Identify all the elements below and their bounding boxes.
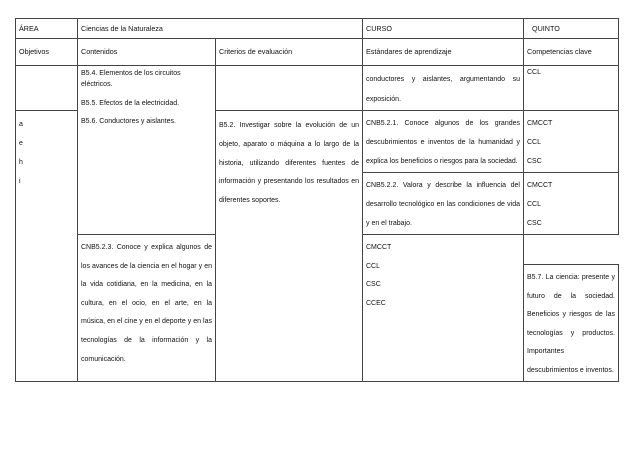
estandar-cell-2: [363, 173, 524, 235]
competencia-1-2: CSC: [527, 157, 542, 165]
competencia-3-3: CCEC: [366, 299, 386, 307]
column-header-contenidos: Contenidos: [78, 39, 216, 66]
estandar-text-3: CNB5.2.3. Conoce y explica algunos de los avances de la ciencia en el hogar y en la vida cotidiana, en la medicina, en la cultura, en el ocio, en el arte, en la música, en el cine y en el deporte y en las tecnologías de la información y la comunicación.: [81, 244, 212, 363]
competencias-cell-0: [524, 66, 619, 111]
curriculum-table: [15, 18, 619, 382]
competencia-2-0: CMCCT: [527, 182, 553, 189]
competencia-2-2: CSC: [527, 219, 542, 227]
competencias-cell-2: [524, 173, 619, 235]
estandar-cell-3: [78, 235, 216, 382]
curso-value: QUINTO: [524, 19, 619, 39]
contenido-b57: B5.7. La ciencia: presente y futuro de la sociedad. Beneficios y riesgos de las tecnologías y productos. Importantes descubrimientos e inventos.: [527, 274, 615, 374]
estandar-text-0: conductores y aislantes, argumentando su exposición.: [366, 76, 520, 103]
objetivos-cell-top: [16, 66, 78, 111]
column-header-competencias: Competencias clave: [524, 39, 619, 66]
competencia-3-2: CSC: [366, 281, 381, 289]
column-header-criterios: Criterios de evaluación: [216, 39, 363, 66]
contenido-b54: B5.4. Elementos de los circuitos eléctricos.: [81, 70, 181, 88]
competencia-3-0: CMCCT: [366, 244, 392, 251]
competencia-1-1: CCL: [527, 138, 542, 146]
competencia-1-0: CMCCT: [527, 120, 553, 127]
contenido-b56: B5.6. Conductores y aislantes.: [81, 118, 176, 126]
objetivo-e: e: [19, 140, 23, 147]
estandar-cell-1: [363, 111, 524, 173]
competencia-2-1: CCL: [527, 200, 542, 208]
column-header-objetivos: Objetivos: [16, 39, 78, 66]
contenido-b55: B5.5. Efectos de la electricidad.: [81, 99, 180, 107]
competencias-cell-1: [524, 111, 619, 173]
estandar-text-1: CNB5.2.1. Conoce algunos de los grandes descubrimientos e inventos de la humanidad y explica los beneficios o riesgos para la sociedad.: [366, 120, 520, 165]
estandar-text-2: CNB5.2.2. Valora y describe la influencia del desarrollo tecnológico en las condiciones de vida y en el trabajo.: [366, 182, 520, 227]
competencias-cell-3: [363, 235, 524, 382]
estandar-cell-0: [363, 66, 524, 111]
contenidos-cell: [78, 66, 216, 235]
objetivo-h: h: [19, 159, 23, 166]
objetivos-cell: [16, 111, 78, 382]
area-value: Ciencias de la Naturaleza: [78, 19, 363, 39]
curso-label: CURSO: [363, 19, 524, 39]
objetivo-i: i: [19, 178, 21, 185]
criterios-cell-top: [216, 66, 363, 111]
area-label: ÁREA: [16, 19, 78, 39]
criterio-cell: [216, 111, 363, 382]
criterio-b52: B5.2. Investigar sobre la evolución de un objeto, aparato o máquina a lo largo de la historia, utilizando diferentes fuentes de información y presentando los resultados en diferentes soportes.: [219, 122, 359, 205]
objetivo-a: a: [19, 121, 23, 128]
column-header-estandares: Estándares de aprendizaje: [363, 39, 524, 66]
competencia-3-1: CCL: [366, 262, 381, 270]
contenido-b57-cell: [524, 265, 619, 382]
competencia-0-0: CCL: [527, 69, 542, 76]
